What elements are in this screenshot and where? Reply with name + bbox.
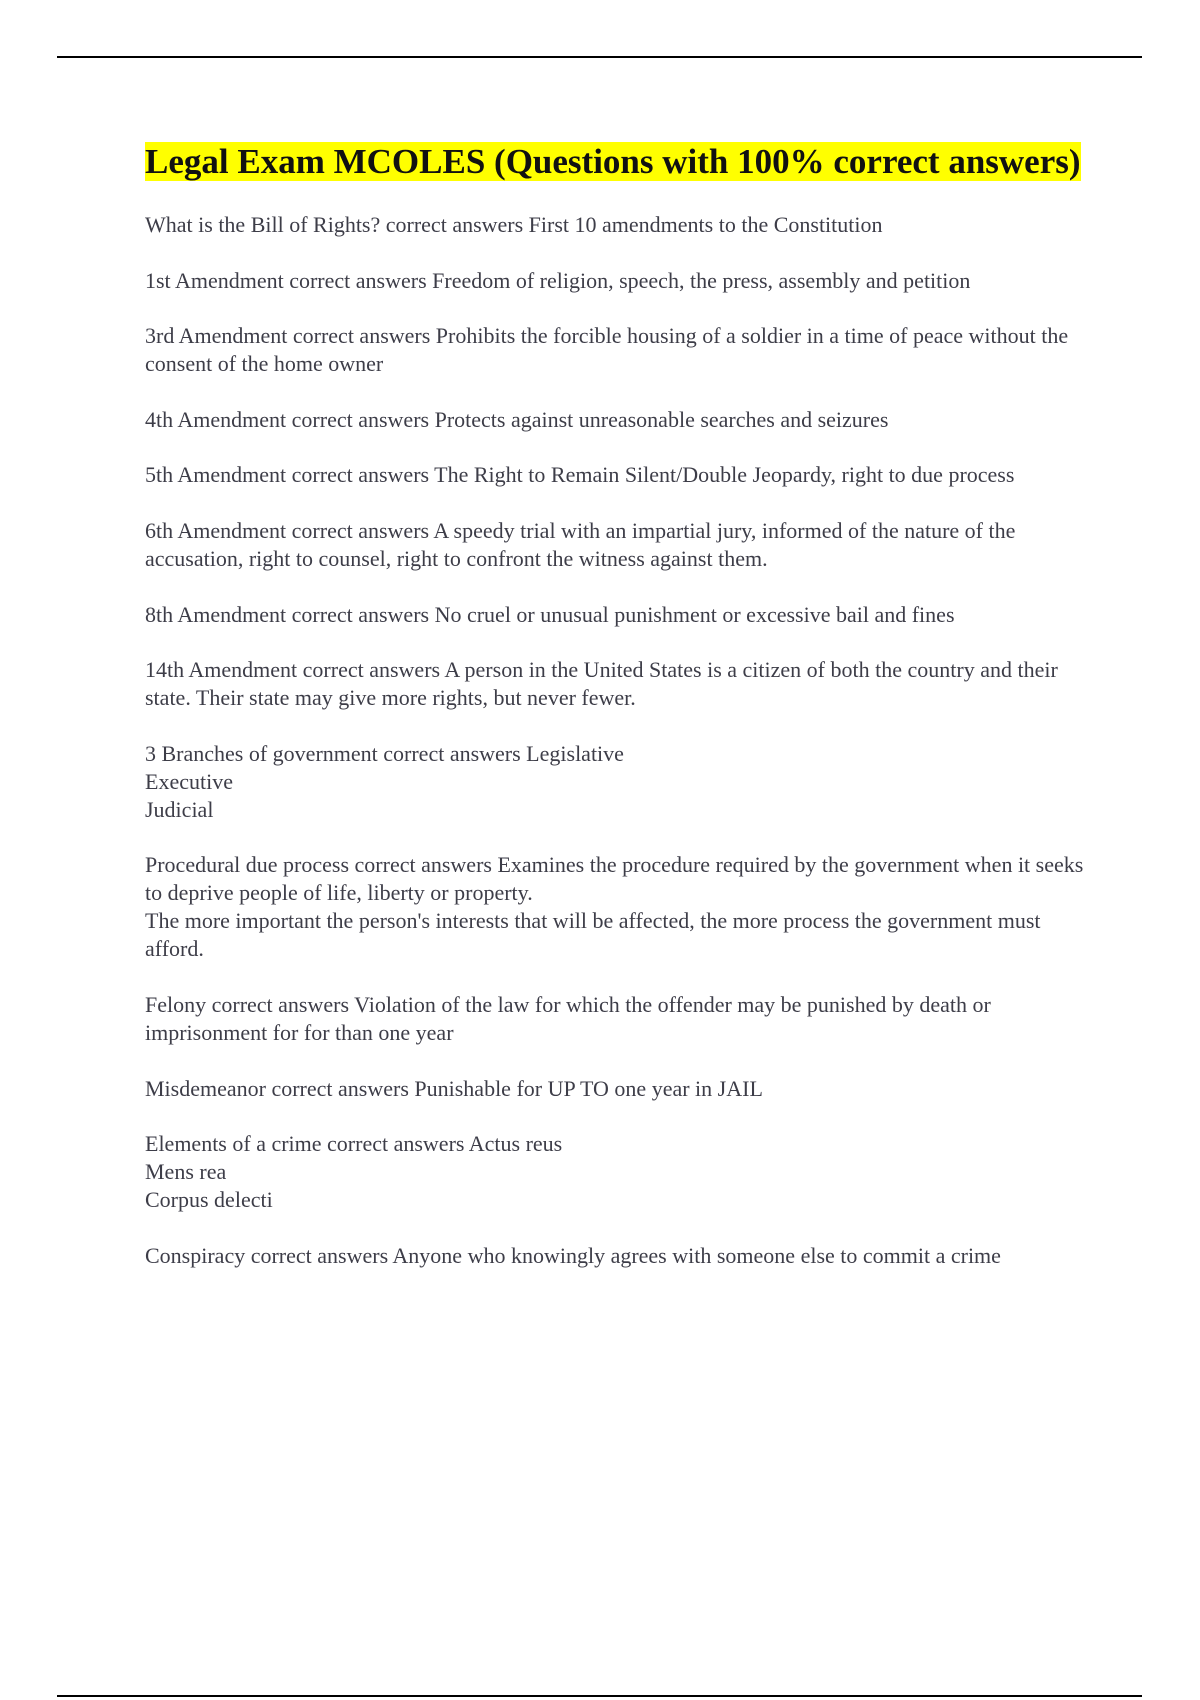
title-highlight: Legal Exam MCOLES (Questions with 100% correct answers) [145, 142, 1081, 181]
qa-text-line: Felony correct answers Violation of the law for which the offender may be punished by death or imprisonment for for than one year [145, 991, 991, 1045]
qa-entry [145, 1130, 1095, 1214]
qa-text-line: What is the Bill of Rights? correct answers First 10 amendments to the Constitution [145, 212, 883, 237]
qa-entry [145, 406, 1095, 434]
qa-entry [145, 851, 1095, 963]
qa-entry [145, 740, 1095, 824]
qa-entry [145, 211, 1095, 239]
qa-text-line: 3 Branches of government correct answers Legislative [145, 740, 624, 766]
qa-entry [145, 267, 1095, 295]
qa-text-line: 3rd Amendment correct answers Prohibits the forcible housing of a soldier in a time of peace without the consent of the home owner [145, 323, 1069, 377]
qa-text-line: Judicial [145, 796, 214, 822]
qa-text-line: Procedural due process correct answers Examines the procedure required by the government when it seeks to deprive people of life, liberty or property. [145, 852, 1084, 906]
qa-text-line: The more important the person's interests that will be affected, the more process the government must afford. [145, 908, 1041, 962]
qa-text-line: Corpus delecti [145, 1187, 273, 1213]
qa-entry [145, 656, 1095, 712]
qa-list [145, 211, 1095, 1270]
qa-text-line: 8th Amendment correct answers No cruel or unusual punishment or excessive bail and fines [145, 601, 955, 627]
qa-text-line: Misdemeanor correct answers Punishable for UP TO one year in JAIL [145, 1075, 763, 1101]
document-title [145, 140, 1095, 183]
header-rule [57, 56, 1142, 58]
qa-text-line: Conspiracy correct answers Anyone who knowingly agrees with someone else to commit a crime [145, 1242, 1001, 1268]
qa-text-line: Mens rea [145, 1159, 227, 1185]
qa-entry [145, 517, 1095, 573]
footer-rule [57, 1695, 1142, 1697]
qa-entry [145, 601, 1095, 629]
qa-entry [145, 991, 1095, 1047]
qa-entry [145, 1075, 1095, 1103]
qa-entry [145, 1242, 1095, 1270]
qa-entry [145, 322, 1095, 378]
qa-text-line: 4th Amendment correct answers Protects against unreasonable searches and seizures [145, 406, 889, 432]
qa-text-line: 14th Amendment correct answers A person in the United States is a citizen of both the country and their state. Their state may give more rights, but never fewer. [145, 657, 1058, 711]
qa-text-line: Elements of a crime correct answers Actus reus [145, 1131, 563, 1157]
qa-text-line: 5th Amendment correct answers The Right to Remain Silent/Double Jeopardy, right to due process [145, 462, 1015, 488]
document-body [145, 140, 1095, 1297]
qa-text-line: 6th Amendment correct answers A speedy trial with an impartial jury, informed of the nature of the accusation, right to counsel, right to confront the witness against them. [145, 517, 1016, 571]
qa-entry [145, 461, 1095, 489]
qa-text-line: Executive [145, 768, 233, 794]
qa-text-line: 1st Amendment correct answers Freedom of religion, speech, the press, assembly and petition [145, 267, 971, 293]
